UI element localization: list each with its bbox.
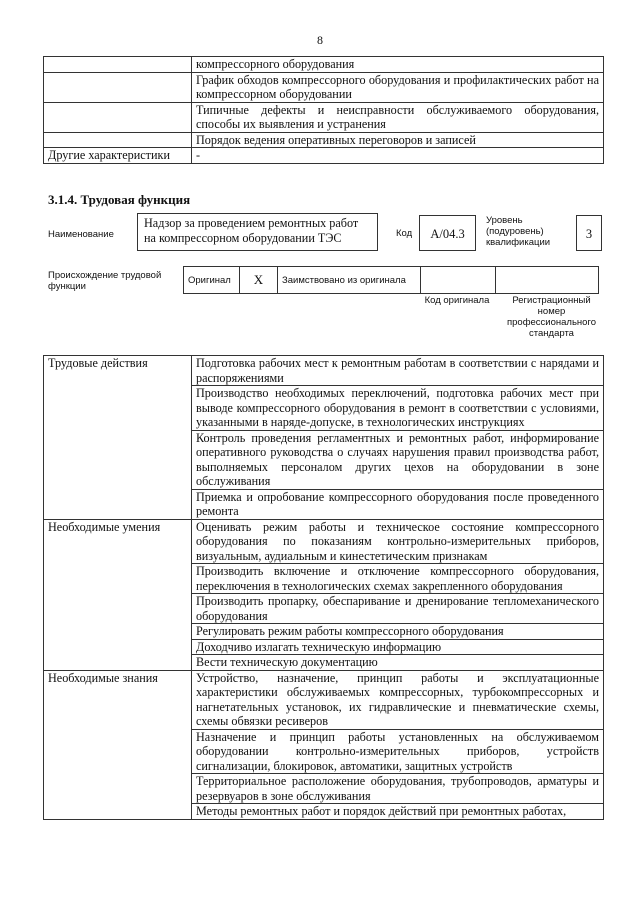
table-row [44, 57, 604, 73]
table-row [44, 72, 604, 102]
code-value-box: А/04.3 [419, 215, 476, 251]
function-name-box: Надзор за проведением ремонтных работ на компрессорном оборудовании ТЭС [137, 213, 378, 251]
group-label-labor-actions: Трудовые действия [44, 356, 192, 520]
table-row [44, 148, 604, 164]
section-title: 3.1.4. Трудовая функция [48, 192, 191, 207]
original-mark: X [240, 267, 278, 294]
table-cell-text: Назначение и принцип работы установленных на обслуживаемом оборудовании контрольно-измерительных приборов, устройств сигнализации, блокировок, автоматики, защитных устройств [192, 729, 604, 774]
table-cell-text: Порядок ведения оперативных переговоров и записей [192, 132, 604, 148]
origin-label: Происхождение трудовой функции [48, 270, 162, 292]
group-label-knowledge: Необходимые знания [44, 670, 192, 819]
table-cell-label [44, 102, 192, 132]
table-row [44, 356, 604, 386]
page-number: 8 [317, 33, 323, 47]
table-cell-text: Регулировать режим работы компрессорного оборудования [192, 624, 604, 640]
table-row [44, 670, 604, 729]
level-label: Уровень (подуровень) квалификации [486, 215, 551, 248]
table-row [44, 102, 604, 132]
reg-number-cell [496, 267, 599, 294]
group-label-skills: Необходимые умения [44, 519, 192, 670]
table-cell-text: Доходчиво излагать техническую информацию [192, 639, 604, 655]
table-row [44, 132, 604, 148]
reg-number-caption: Регистрационный номер профессионального стандарта [507, 295, 596, 339]
code-original-caption: Код оригинала [424, 295, 490, 306]
table-cell-label [44, 57, 192, 73]
origin-row [184, 267, 599, 294]
other-characteristics-label: Другие характеристики [44, 148, 192, 164]
table-cell-text: Типичные дефекты и неисправности обслуживаемого оборудования, способы их выявления и устранения [192, 102, 604, 132]
original-label: Оригинал [184, 267, 240, 294]
level-value-box: 3 [576, 215, 602, 251]
borrowed-label: Заимствовано из оригинала [278, 267, 421, 294]
table-cell-text: Производить пропарку, обеспаривание и дренирование тепломеханического оборудования [192, 594, 604, 624]
table-cell-text: Приемка и опробование компрессорного оборудования после проведенного ремонта [192, 489, 604, 519]
top-table [43, 56, 604, 164]
table-cell-text: Территориальное расположение оборудования, трубопроводов, арматуры и резервуаров в зоне обслуживания [192, 774, 604, 804]
table-cell-text: Производство необходимых переключений, подготовка рабочих мест при выводе компрессорного оборудования в ремонт в соответствии с условиями, указанными в наряде-допуске, в технологических инструкциях [192, 386, 604, 431]
table-cell-text: Подготовка рабочих мест к ремонтным работам в соответствии с нарядами и распоряжениями [192, 356, 604, 386]
table-cell-text: Вести техническую документацию [192, 655, 604, 671]
table-cell-text: График обходов компрессорного оборудования и профилактических работ на компрессорном оборудовании [192, 72, 604, 102]
table-cell-label [44, 72, 192, 102]
table-cell-text: Методы ремонтных работ и порядок действий при ремонтных работах, [192, 804, 604, 820]
code-label: Код [396, 228, 413, 239]
table-row [44, 519, 604, 564]
main-table [43, 355, 604, 820]
table-cell-text: Устройство, назначение, принцип работы и эксплуатационные характеристики обслуживаемых компрессорных, турбокомпрессорных и нагнетательных установок, их гидравлические и пневматические схемы, схемы обвязки ресиверов [192, 670, 604, 729]
table-cell-label [44, 132, 192, 148]
table-cell-text: Оценивать режим работы и техническое состояние компрессорного оборудования по показаниям контрольно-измерительных приборов, визуальным, аудиальным и кинестетическим признакам [192, 519, 604, 564]
table-cell-text: компрессорного оборудования [192, 57, 604, 73]
table-cell-text: Производить включение и отключение компрессорного оборудования, переключения в технологических схемах закрепленного оборудования [192, 564, 604, 594]
other-characteristics-value: - [192, 148, 604, 164]
code-original-cell [421, 267, 496, 294]
origin-table [183, 266, 599, 294]
table-cell-text: Контроль проведения регламентных и ремонтных работ, информирование оперативного руководства о случаях нарушения правил производства работ, выполняемых персоналом других цехов на оборудовании в зоне обслуживания [192, 430, 604, 489]
name-label: Наименование [48, 229, 114, 240]
